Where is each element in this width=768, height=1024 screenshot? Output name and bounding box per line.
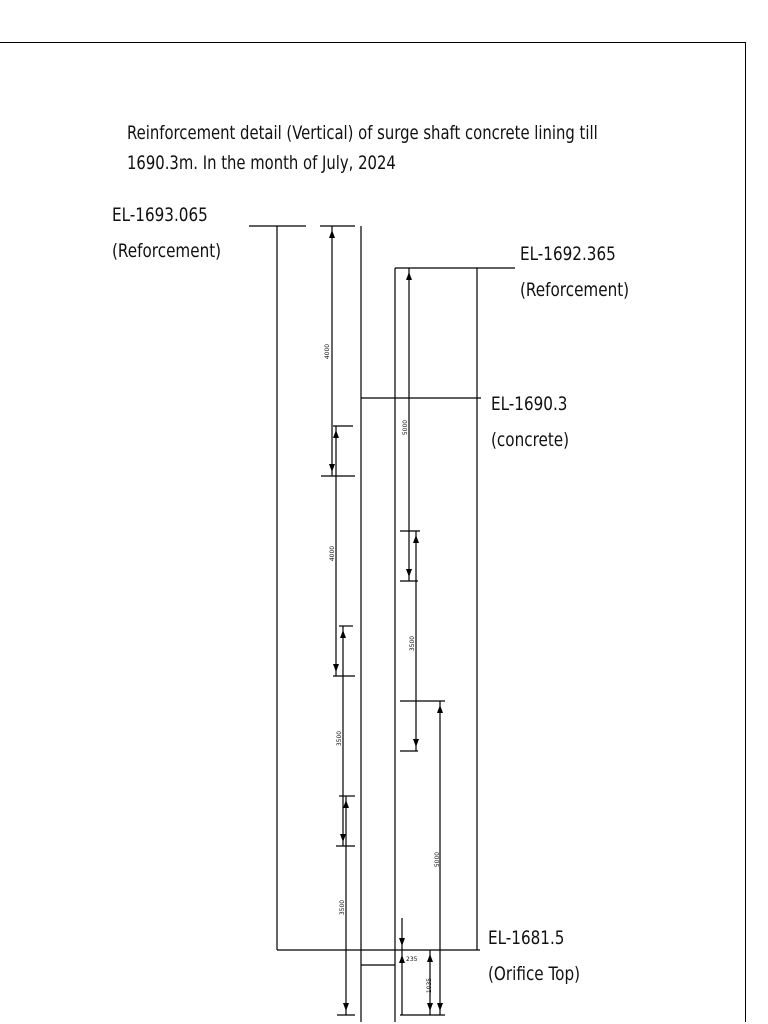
elevation-label-1693: EL-1693.065 <box>112 204 208 226</box>
elevation-label-1690: EL-1690.3 <box>491 393 568 415</box>
drawing-title-line-2: 1690.3m. In the month of July, 2024 <box>127 152 396 174</box>
note-label-1692: (Reforcement) <box>520 279 630 301</box>
note-label-1693: (Reforcement) <box>112 240 222 262</box>
elevation-label-1681: EL-1681.5 <box>488 927 565 949</box>
elevation-label-1692: EL-1692.365 <box>520 243 616 265</box>
dimension-label: 5000 <box>434 851 442 868</box>
dimension-label: 3500 <box>339 899 347 916</box>
dimension-label: 3500 <box>409 635 417 652</box>
dimension-label: 4000 <box>324 343 332 360</box>
dimension-label: 1035 <box>426 977 434 994</box>
note-label-1681: (Orifice Top) <box>488 963 581 985</box>
note-label-1690: (concrete) <box>491 429 570 451</box>
drawing-title-line-1: Reinforcement detail (Vertical) of surge shaft concrete lining till <box>127 122 598 144</box>
dimension-label: 4000 <box>329 545 337 562</box>
dimension-label: 235 <box>406 956 418 963</box>
dimension-label: 5000 <box>402 419 410 436</box>
dimension-label: 3500 <box>336 730 344 747</box>
